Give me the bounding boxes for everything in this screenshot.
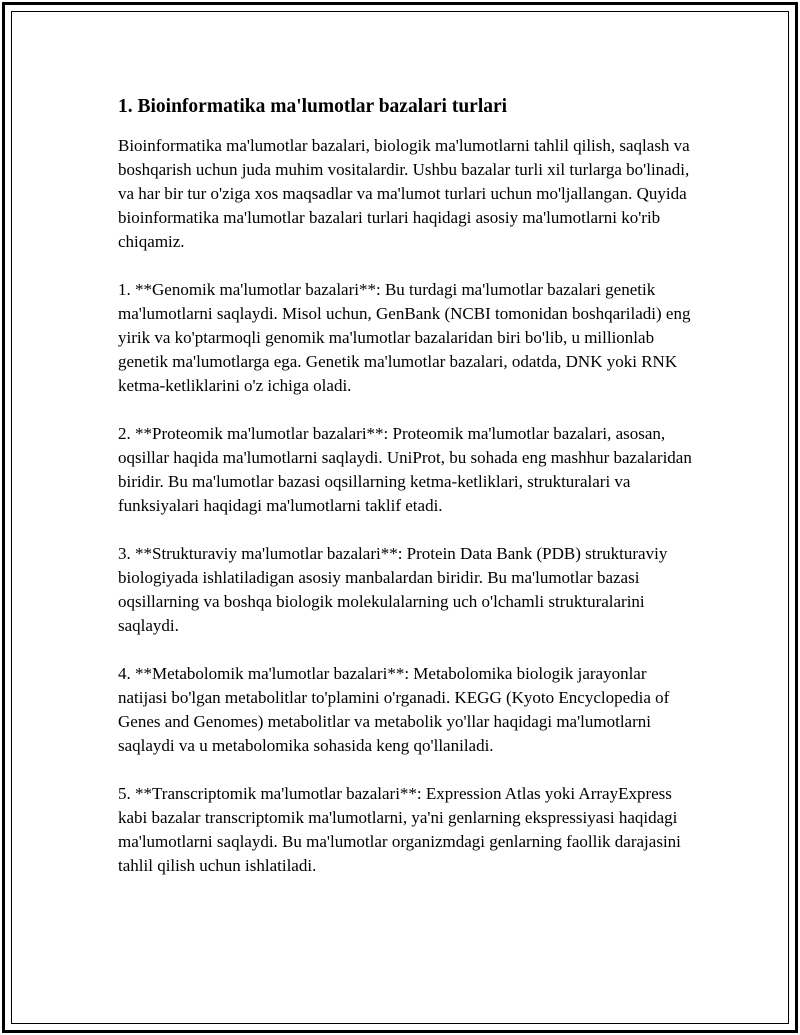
intro-paragraph: Bioinformatika ma'lumotlar bazalari, biologik ma'lumotlarni tahlil qilish, saqlash va boshqarish uchun juda muhim vositalardir. Ushbu bazalar turli xil turlarga bo'linadi, va har bir tur o'ziga xos maqsadlar va ma'lumot turlari uchun mo'ljallangan. Quyida bioinformatika ma'lumotlar bazalari turlari haqidagi asosiy ma'lumotlarni ko'rib chiqamiz. [118, 136, 690, 251]
paragraph-proteomic: 2. **Proteomik ma'lumotlar bazalari**: Proteomik ma'lumotlar bazalari, asosan, oqsillar haqida ma'lumotlarni saqlaydi. UniProt, bu sohada eng mashhur bazalaridan biridir. Bu ma'lumotlar bazasi oqsillarning ketma-ketliklari, strukturalari va funksiyalari haqidagi ma'lumotlarni taklif etadi. [118, 424, 692, 515]
document-title: 1. Bioinformatika ma'lumotlar bazalari turlari [118, 96, 508, 117]
paragraph-structural: 3. **Strukturaviy ma'lumotlar bazalari**: Protein Data Bank (PDB) strukturaviy biologiyada ishlatiladigan asosiy manbalardan biridir. Bu ma'lumotlar bazasi oqsillarning va boshqa biologik molekulalarning uch o'lchamli strukturalarini saqlaydi. [118, 544, 668, 635]
paragraph-genomic: 1. **Genomik ma'lumotlar bazalari**: Bu turdagi ma'lumotlar bazalari genetik ma'lumotlarni saqlaydi. Misol uchun, GenBank (NCBI tomonidan boshqariladi) eng yirik va ko'ptarmoqli genomik ma'lumotlar bazalaridan biri bo'lib, u millionlab genetik ma'lumotlarga ega. Genetik ma'lumotlar bazalari, odatda, DNK yoki RNK ketma-ketliklarini o'z ichiga oladi. [118, 280, 691, 395]
document-body [118, 95, 698, 902]
paragraph-transcriptomic: 5. **Transcriptomik ma'lumotlar bazalari**: Expression Atlas yoki ArrayExpress kabi bazalar transcriptomik ma'lumotlarni, ya'ni genlarning ekspressiyasi haqidagi ma'lumotlarni saqlaydi. Bu ma'lumotlar organizmdagi genlarning faollik darajasini tahlil qilish uchun ishlatiladi. [118, 784, 681, 875]
paragraph-metabolomic: 4. **Metabolomik ma'lumotlar bazalari**: Metabolomika biologik jarayonlar natijasi bo'lgan metabolitlar to'plamini o'rganadi. KEGG (Kyoto Encyclopedia of Genes and Genomes) metabolitlar va metabolik yo'llar haqidagi ma'lumotlarni saqlaydi va u metabolomika sohasida keng qo'llaniladi. [118, 664, 670, 755]
